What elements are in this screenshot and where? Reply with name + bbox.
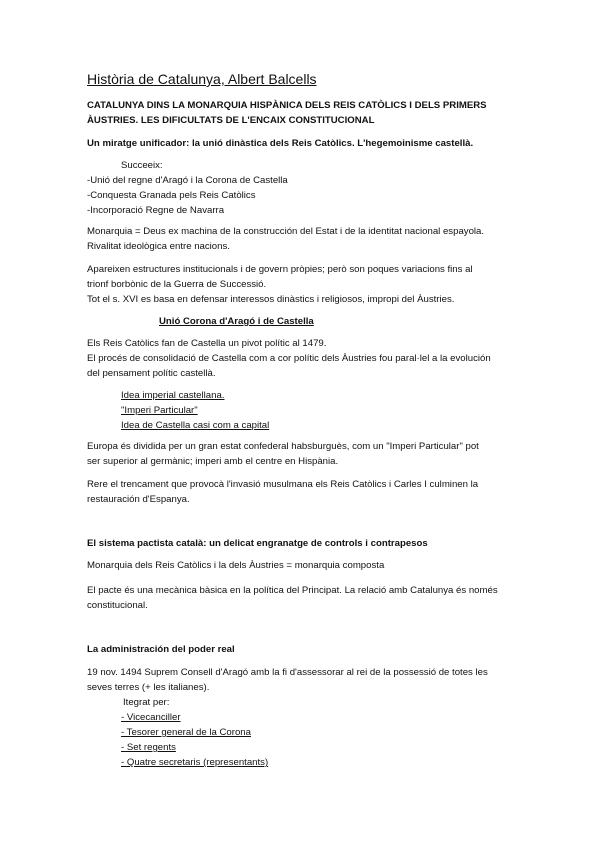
paragraph-line: 19 nov. 1494 Suprem Consell d'Aragó amb la fi d'assessorar al rei de la possessió de totes les bbox=[87, 667, 488, 678]
list-item: - Quatre secretaris (representants) bbox=[121, 757, 269, 768]
paragraph-line: Rere el trencament que provocà l'invasió musulmana els Reis Catòlics i Carles I culminen la bbox=[87, 479, 479, 490]
paragraph-reis bbox=[87, 336, 517, 381]
list-item: Idea de Castella casi com a capital bbox=[121, 420, 270, 431]
paragraph-monarquia-composta: Monarquia dels Reis Catòlics i la dels Àustries = monarquia composta bbox=[87, 560, 385, 571]
list-item: - Tesorer general de la Corona bbox=[121, 727, 251, 738]
chapter-heading-line-2: ÀUSTRIES. LES DIFICULTATS DE L'ENCAIX CONSTITUCIONAL bbox=[87, 115, 375, 126]
section-title-administracio: La administración del poder real bbox=[87, 644, 235, 655]
paragraph-monarquia bbox=[87, 224, 517, 254]
subheading-unio bbox=[87, 314, 589, 329]
section-title-pactista: El sistema pactista català: un delicat engranatge de controls i contrapesos bbox=[87, 538, 428, 549]
list-item: - Vicecanciller bbox=[121, 712, 181, 723]
integrat-label: Itegrat per: bbox=[123, 697, 170, 708]
list-item: -Incorporació Regne de Navarra bbox=[87, 205, 225, 216]
chapter-heading bbox=[87, 98, 517, 128]
paragraph-line: constitucional. bbox=[87, 600, 148, 611]
document-title: Història de Catalunya, Albert Balcells bbox=[87, 71, 317, 87]
subheading-unio-text: Unió Corona d'Aragó i de Castella bbox=[159, 316, 314, 327]
paragraph-line: del pensament polític castellà. bbox=[87, 368, 216, 379]
paragraph-line: Europa és dividida per un gran estat confederal habsburguès, com un "Imperi Particular" pot bbox=[87, 441, 479, 452]
list-item: -Conquesta Granada pels Reis Catòlics bbox=[87, 190, 256, 201]
paragraph-line: Monarquia = Deus ex machina de la construcción del Estat i de la identitat nacional espayola. bbox=[87, 226, 485, 237]
paragraph-line: trionf borbònic de la Guerra de Successió. bbox=[87, 279, 267, 290]
list-item: "Imperi Particular" bbox=[121, 405, 198, 416]
paragraph-line: El procés de consolidació de Castella com a cor polític dels Àustries fou paral·lel a la evolución bbox=[87, 353, 491, 364]
paragraph-line: Els Reis Catòlics fan de Castella un pivot polític al 1479. bbox=[87, 338, 327, 349]
paragraph-line: ser superior al germànic; imperi amb el centre en Hispània. bbox=[87, 456, 339, 467]
paragraph-estructures bbox=[87, 262, 517, 307]
succeeix-label: Succeeix: bbox=[121, 160, 163, 171]
paragraph-line: El pacte és una mecànica bàsica en la política del Principat. La relació amb Catalunya és només bbox=[87, 585, 498, 596]
paragraph-line: restauración d'Espanya. bbox=[87, 494, 190, 505]
section-title-miratge: Un miratge unificador: la unió dinàstica dels Reis Catòlics. L'hegemoinisme castellà. bbox=[87, 138, 474, 149]
paragraph-rere bbox=[87, 477, 517, 507]
paragraph-line: seves terres (+ les italianes). bbox=[87, 682, 210, 693]
paragraph-line: Rivalitat ideològica entre nacions. bbox=[87, 241, 230, 252]
paragraph-consell bbox=[87, 665, 517, 695]
paragraph-line: Apareixen estructures institucionals i de govern pròpies; però son poques variacions fins al bbox=[87, 264, 473, 275]
paragraph-line: Tot el s. XVI es basa en defensar interessos dinàstics i religiosos, impropi del Àustries. bbox=[87, 294, 455, 305]
list-item: -Unió del regne d'Aragó i la Corona de Castella bbox=[87, 175, 288, 186]
idea-list bbox=[87, 388, 517, 433]
list-item: - Set regents bbox=[121, 742, 176, 753]
paragraph-europa bbox=[87, 439, 517, 469]
succeeix-block bbox=[87, 158, 517, 218]
integrat-block bbox=[87, 695, 517, 770]
paragraph-pacte bbox=[87, 583, 517, 613]
list-item: Idea imperial castellana. bbox=[121, 390, 225, 401]
chapter-heading-line-1: CATALUNYA DINS LA MONARQUIA HISPÀNICA DELS REIS CATÒLICS I DELS PRIMERS bbox=[87, 100, 487, 111]
